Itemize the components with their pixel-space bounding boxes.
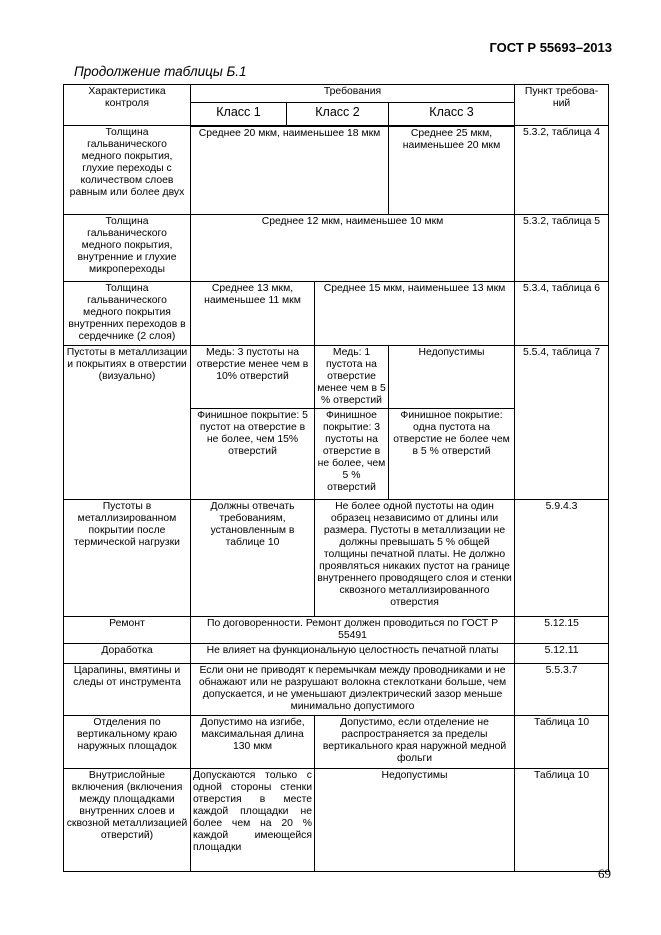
table-row	[64, 644, 609, 664]
header-requirements: Требования	[191, 85, 515, 103]
cell-class-2-3: Не более одной пустоты на один образец независимо от длины или размера. Пустоты в металлизации не должны превышать 5 % общей толщины печатной платы. Не должно проявляться никаких пустот на границе внутреннего проводящего слоя и стенки сквозного металлизированного отверстия	[315, 500, 515, 617]
cell-clause: 5.3.2, таблица 4	[515, 126, 609, 215]
cell-clause: 5.12.11	[515, 644, 609, 664]
cell-class-2-3: Допустимо, если отделение не распространяется за пределы вертикального края наружной медной фольги	[315, 716, 515, 769]
cell-clause: 5.12.15	[515, 617, 609, 644]
cell-class-3: Финишное покрытие: одна пустота на отверстие не более чем в 5 % отверстий	[389, 409, 515, 500]
table-row	[64, 769, 609, 872]
cell-class-1-3: Среднее 12 мкм, наименьшее 10 мкм	[191, 215, 515, 282]
requirements-table	[63, 84, 609, 872]
cell-class-2-3: Недопустимы	[315, 769, 515, 872]
cell-clause: 5.5.4, таблица 7	[515, 346, 609, 500]
table-row	[64, 215, 609, 282]
table-continuation-caption: Продолжение таблицы Б.1	[74, 64, 247, 79]
cell-class-3: Недопустимы	[389, 346, 515, 409]
cell-class-1-3: Если они не приводят к перемычкам между проводниками и не обнажают или не разрушают волокна стеклоткани больше, чем допускается, и не уменьшают диэлектрический зазор меньше минимально допустимого	[191, 664, 515, 716]
cell-class-1: Среднее 13 мкм, наименьшее 11 мкм	[191, 282, 315, 346]
cell-class-1: Должны отвечать требованиям, установленным в таблице 10	[191, 500, 315, 617]
row-name: Пустоты в металлизации и покрытиях в отверстии (визуально)	[64, 346, 191, 500]
table-row	[64, 617, 609, 644]
table-row	[64, 282, 609, 346]
cell-class-1-2: Среднее 20 мкм, наименьшее 18 мкм	[191, 126, 389, 215]
cell-class-2-3: Среднее 15 мкм, наименьшее 13 мкм	[315, 282, 515, 346]
cell-clause: 5.9.4.3	[515, 500, 609, 617]
standard-designation: ГОСТ Р 55693–2013	[489, 40, 612, 55]
cell-class-1: Финишное покрытие: 5 пустот на отверстие в не более, чем 15% отверстий	[191, 409, 315, 500]
table-row	[64, 126, 609, 215]
cell-class-1: Медь: 3 пустоты на отверстие менее чем в 10% отверстий	[191, 346, 315, 409]
cell-clause: 5.3.4, таблица 6	[515, 282, 609, 346]
cell-class-1-3: По договоренности. Ремонт должен проводиться по ГОСТ Р 55491	[191, 617, 515, 644]
table-row	[64, 664, 609, 716]
row-name: Пустоты в металлизированном покрытии после термической нагрузки	[64, 500, 191, 617]
row-name: Ремонт	[64, 617, 191, 644]
row-name: Внутрислойные включения (включения между площадками внутренних слоев и сквозной металлизацией отверстий)	[64, 769, 191, 872]
header-clause: Пункт требова-ний	[515, 85, 609, 126]
cell-clause: 5.3.2, таблица 5	[515, 215, 609, 282]
header-class-2: Класс 2	[287, 103, 389, 126]
cell-clause: Таблица 10	[515, 769, 609, 872]
cell-class-2: Финишное покрытие: 3 пустоты на отверстие в не более, чем 5 % отверстий	[315, 409, 389, 500]
row-name: Отделения по вертикальному краю наружных площадок	[64, 716, 191, 769]
row-name: Доработка	[64, 644, 191, 664]
row-name: Царапины, вмятины и следы от инструмента	[64, 664, 191, 716]
header-characteristic: Характеристика контроля	[64, 85, 191, 126]
cell-class-1: Допускаются только с одной стороны стенки отверстия в месте каждой площадки не более чем на 20 % каждой имеющейся площадки	[191, 769, 315, 872]
header-class-1: Класс 1	[191, 103, 287, 126]
header-class-3: Класс 3	[389, 103, 515, 126]
row-name: Толщина гальванического медного покрытия внутренних переходов в сердечнике (2 слоя)	[64, 282, 191, 346]
row-name: Толщина гальванического медного покрытия, глухие переходы с количеством слоев равным или более двух	[64, 126, 191, 215]
cell-class-1: Допустимо на изгибе, максимальная длина 130 мкм	[191, 716, 315, 769]
page-number: 69	[598, 866, 611, 881]
table-row	[64, 500, 609, 617]
cell-class-3: Среднее 25 мкм, наименьшее 20 мкм	[389, 126, 515, 215]
cell-clause: Таблица 10	[515, 716, 609, 769]
cell-clause: 5.5.3.7	[515, 664, 609, 716]
row-name: Толщина гальванического медного покрытия, внутренние и глухие микропереходы	[64, 215, 191, 282]
cell-class-2: Медь: 1 пустота на отверстие менее чем в 5 % отверстий	[315, 346, 389, 409]
table-row	[64, 716, 609, 769]
table-row	[64, 346, 609, 409]
cell-class-1-3: Не влияет на функциональную целостность печатной платы	[191, 644, 515, 664]
